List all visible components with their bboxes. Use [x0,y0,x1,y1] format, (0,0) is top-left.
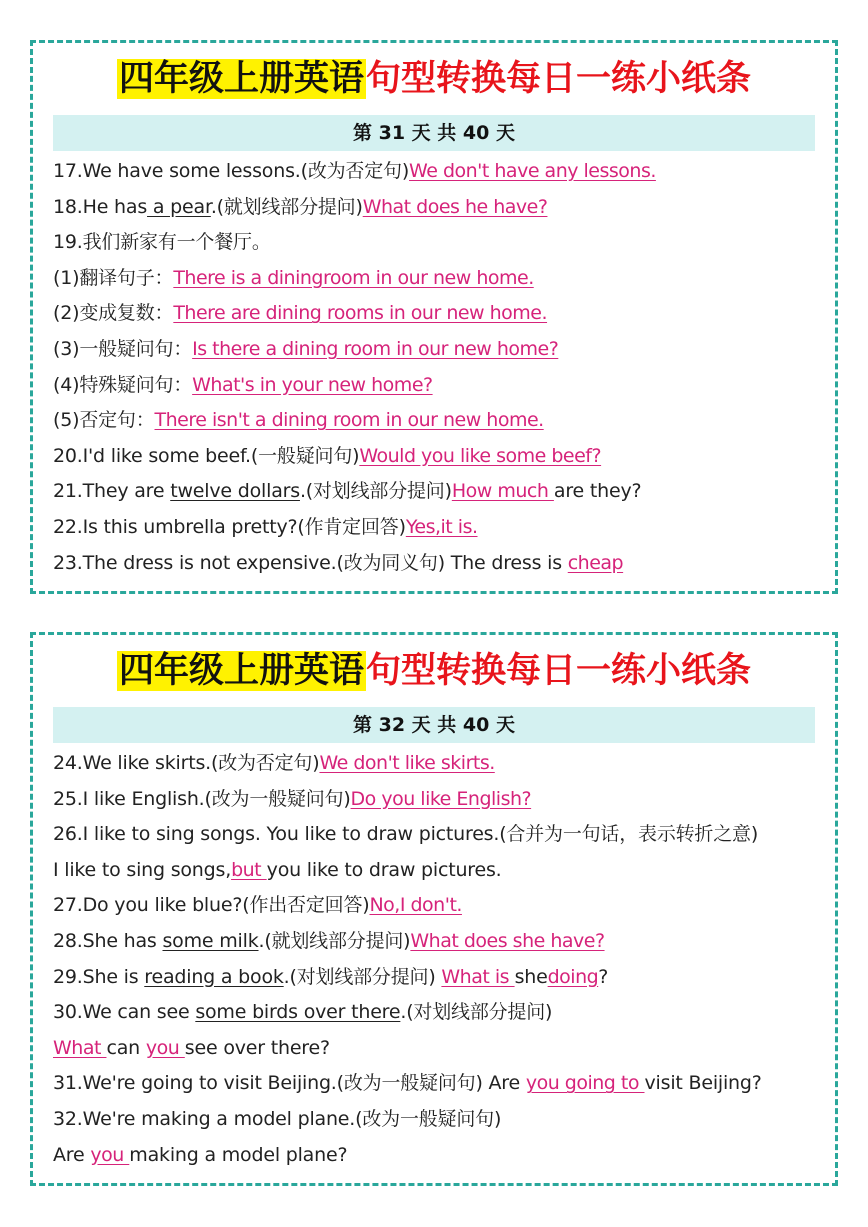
underlined-text: twelve dollars [170,480,300,503]
answer-text: What does he have? [362,195,548,218]
question-text: .(就划线部分提问) [258,929,411,952]
question-text: 21.They are [53,480,171,503]
day-counter-bar: 第 31 天 共 40 天 [53,115,815,151]
answer-text: doing [547,965,599,988]
answer-text: Yes,it is. [405,515,478,538]
exercise-line [53,332,829,368]
answer-text: What does she have? [410,929,605,952]
exercise-line [53,1066,829,1102]
question-text: (1)翻译句子： [53,266,174,289]
question-text: .(对划线部分提问) [299,480,452,503]
question-text: she [514,965,548,988]
question-text: (2)变成复数： [53,302,174,325]
exercise-line [53,888,829,924]
exercise-line [53,368,829,404]
exercise-line [53,746,829,782]
exercise-line [53,1138,829,1174]
question-text: are they? [553,480,642,503]
title-highlighted: 四年级上册英语 [118,651,364,691]
question-text: Are [53,1143,91,1166]
question-text: 27.Do you like blue?(作出否定回答) [53,894,370,917]
question-text: see over there? [184,1036,330,1059]
title-red: 句型转换每日一练小纸条 [366,59,752,99]
question-text: 22.Is this umbrella pretty?(作肯定回答) [53,515,406,538]
question-text: ? [598,965,609,988]
card-title [33,51,835,107]
question-text: 29.She is [53,965,145,988]
exercise-line [53,154,829,190]
answer-text: What is [441,965,515,988]
exercise-line [53,995,829,1031]
underlined-text: some milk [162,929,259,952]
answer-text: We don't have any lessons. [409,160,656,182]
question-text: you like to draw pictures. [266,858,502,881]
question-text: visit Beijing? [644,1072,762,1095]
worksheet-card-day-31 [30,40,838,594]
exercise-list [53,154,829,581]
answer-text: We don't like skirts. [319,752,495,774]
question-text: .(对划线部分提问) [400,1001,553,1024]
day-counter-bar: 第 32 天 共 40 天 [53,707,815,743]
exercise-line [53,853,829,889]
question-text: 32.We're making a model plane.(改为一般疑问句) [53,1107,502,1130]
question-text: 25.I like English.(改为一般疑问句) [53,787,351,810]
underlined-text: a pear [147,195,211,218]
underlined-text: some birds over there [195,1001,401,1024]
answer-text: Do you like English? [350,787,532,810]
question-text: making a model plane? [129,1143,348,1166]
question-text: (5)否定句： [53,409,155,432]
question-text: 18.He has [53,195,148,218]
worksheet-card-day-32 [30,632,838,1186]
exercise-line [53,817,829,853]
exercise-line [53,225,829,261]
underlined-text: reading a book [144,965,284,988]
exercise-line [53,403,829,439]
exercise-line [53,924,829,960]
question-text: (4)特殊疑问句： [53,373,193,396]
exercise-line [53,546,829,582]
question-text: can [106,1036,146,1059]
answer-text: you [90,1143,130,1166]
question-text: 26.I like to sing songs. You like to draw pictures.(合并为一句话，表示转折之意) [53,823,759,846]
question-text: 20.I'd like some beef.(一般疑问句) [53,444,360,467]
question-text: 24.We like skirts.(改为否定句) [53,752,320,774]
question-text: 31.We're going to visit Beijing.(改为一般疑问句) Are [53,1072,526,1095]
answer-text: cheap [567,551,624,574]
exercise-line [53,439,829,475]
question-text: 28.She has [53,929,163,952]
answer-text: How much [451,480,554,503]
question-text: 19.我们新家有一个餐厅。 [53,231,271,254]
question-text: .(就划线部分提问) [210,195,363,218]
card-title [33,643,835,699]
answer-text: There isn't a dining room in our new home. [154,409,544,432]
exercise-line [53,510,829,546]
question-text: .(对划线部分提问) [283,965,442,988]
question-text: I like to sing songs, [53,858,232,881]
answer-text: Is there a dining room in our new home? [192,337,559,360]
answer-text: you [145,1036,185,1059]
answer-text: you going to [525,1072,645,1095]
exercise-line [53,296,829,332]
answer-text: What's in your new home? [192,373,433,396]
question-text: (3)一般疑问句： [53,337,193,360]
question-text: 23.The dress is not expensive.(改为同义句) The dress is [53,551,568,574]
answer-text: No,I don't. [369,894,462,917]
title-red: 句型转换每日一练小纸条 [366,651,752,691]
exercise-line [53,190,829,226]
exercise-list [53,746,829,1173]
exercise-line [53,261,829,297]
title-highlighted: 四年级上册英语 [118,59,364,99]
answer-text: Would you like some beef? [359,444,602,467]
exercise-line [53,474,829,510]
exercise-line [53,1102,829,1138]
exercise-line [53,1031,829,1067]
exercise-line [53,960,829,996]
answer-text: There are dining rooms in our new home. [173,302,548,325]
question-text: 30.We can see [53,1001,196,1024]
exercise-line [53,782,829,818]
answer-text: What [53,1036,107,1059]
question-text: 17.We have some lessons.(改为否定句) [53,160,410,182]
answer-text: There is a diningroom in our new home. [173,266,534,289]
answer-text: but [231,858,267,881]
